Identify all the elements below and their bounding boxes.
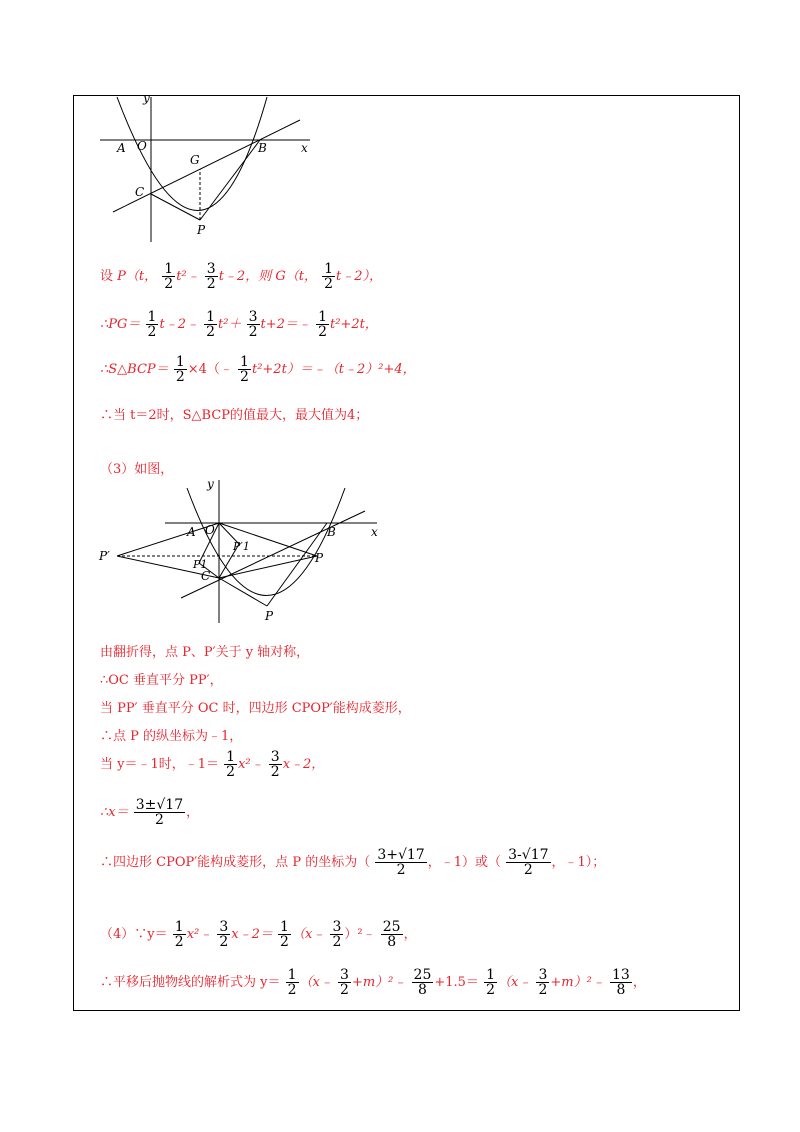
fig2-label-p1-prime: P′1 [233,540,250,553]
fig2-label-o: O [205,523,215,537]
fig1-label-y: y [143,92,150,105]
fig2-label-x: x [371,525,378,539]
line-12: ∴四边形 CPOP′能构成菱形，点 P 的坐标为（ $\frac{3+√17}{2}$ ，﹣1）或（ $\frac{3-√17}{2}$ ，﹣1）； [100,847,606,878]
line-7: ∴OC 垂直平分 PP′， [100,673,223,688]
line-5: （3）如图， [100,462,174,477]
fig2-label-p1: P1 [193,558,208,571]
fig2-label-y: y [207,478,214,491]
line-11: ∴x＝ $\frac{3\pm√17}{2}$ ， [100,797,200,828]
fig1-label-a: A [117,141,126,155]
fig2-label-p-right: P [315,551,324,565]
fig1-label-g: G [190,153,200,167]
fig1-label-b: B [258,141,267,155]
fig1-label-p: P [197,223,206,237]
fig2-label-p-bottom: P [265,609,274,623]
fig2-label-b: B [327,525,336,539]
fig2-label-p-prime: P′ [99,549,110,563]
fig2-label-a: A [187,525,196,539]
line-13: （4）∵y＝ $\frac{1}{2}$ x²﹣ $\frac{3}{2}$ x﹣2＝ $\frac{1}{2}$ （x﹣ $\frac{3}{2}$ ）²﹣ $\frac{25}{8}$ ， [100,919,417,950]
line-3: ∴S△BCP＝ $\frac{1}{2}$ ×4（﹣ $\frac{1}{2}$ t²+2t）＝﹣（t﹣2）²+4， [100,354,416,385]
line-14: ∴平移后抛物线的解析式为 y＝ $\frac{1}{2}$ （x﹣ $\frac{3}{2}$ +m）²﹣ $\frac{25}{8}$ +1.5＝ $\frac{1}{2}$ （x﹣ $\frac{3}{2}$ +m）²﹣ $\frac{13}{8}$ ， [100,967,646,998]
line-1: 设 P（t， $\frac{1}{2}$ t²﹣ $\frac{3}{2}$ t﹣2，则 G（t， $\frac{1}{2}$ t﹣2）， [100,261,383,292]
fig1-label-o: O [137,139,147,153]
line-8: 当 PP′ 垂直平分 OC 时，四边形 CPOP′能构成菱形， [100,701,411,716]
line-2: ∴PG＝ $\frac{1}{2}$ t﹣2﹣ $\frac{1}{2}$ t²＋ $\frac{3}{2}$ t+2＝﹣ $\frac{1}{2}$ t²+2t， [100,309,378,340]
figure-1-parabola [95,92,320,242]
line-6: 由翻折得，点 P、P′关于 y 轴对称， [100,645,310,660]
figure-2-rhombus [95,478,385,623]
fig2-label-c: C [201,569,211,583]
fig1-label-c: C [135,185,145,199]
line-10: 当 y＝﹣1时，﹣1＝ $\frac{1}{2}$ x²﹣ $\frac{3}{2}$ x﹣2， [100,749,325,780]
line-9: ∴点 P 的纵坐标为﹣1， [100,729,243,744]
line-4: ∴当 t＝2时，S△BCP的值最大，最大值为4； [100,408,369,423]
fig1-label-x: x [301,141,308,155]
